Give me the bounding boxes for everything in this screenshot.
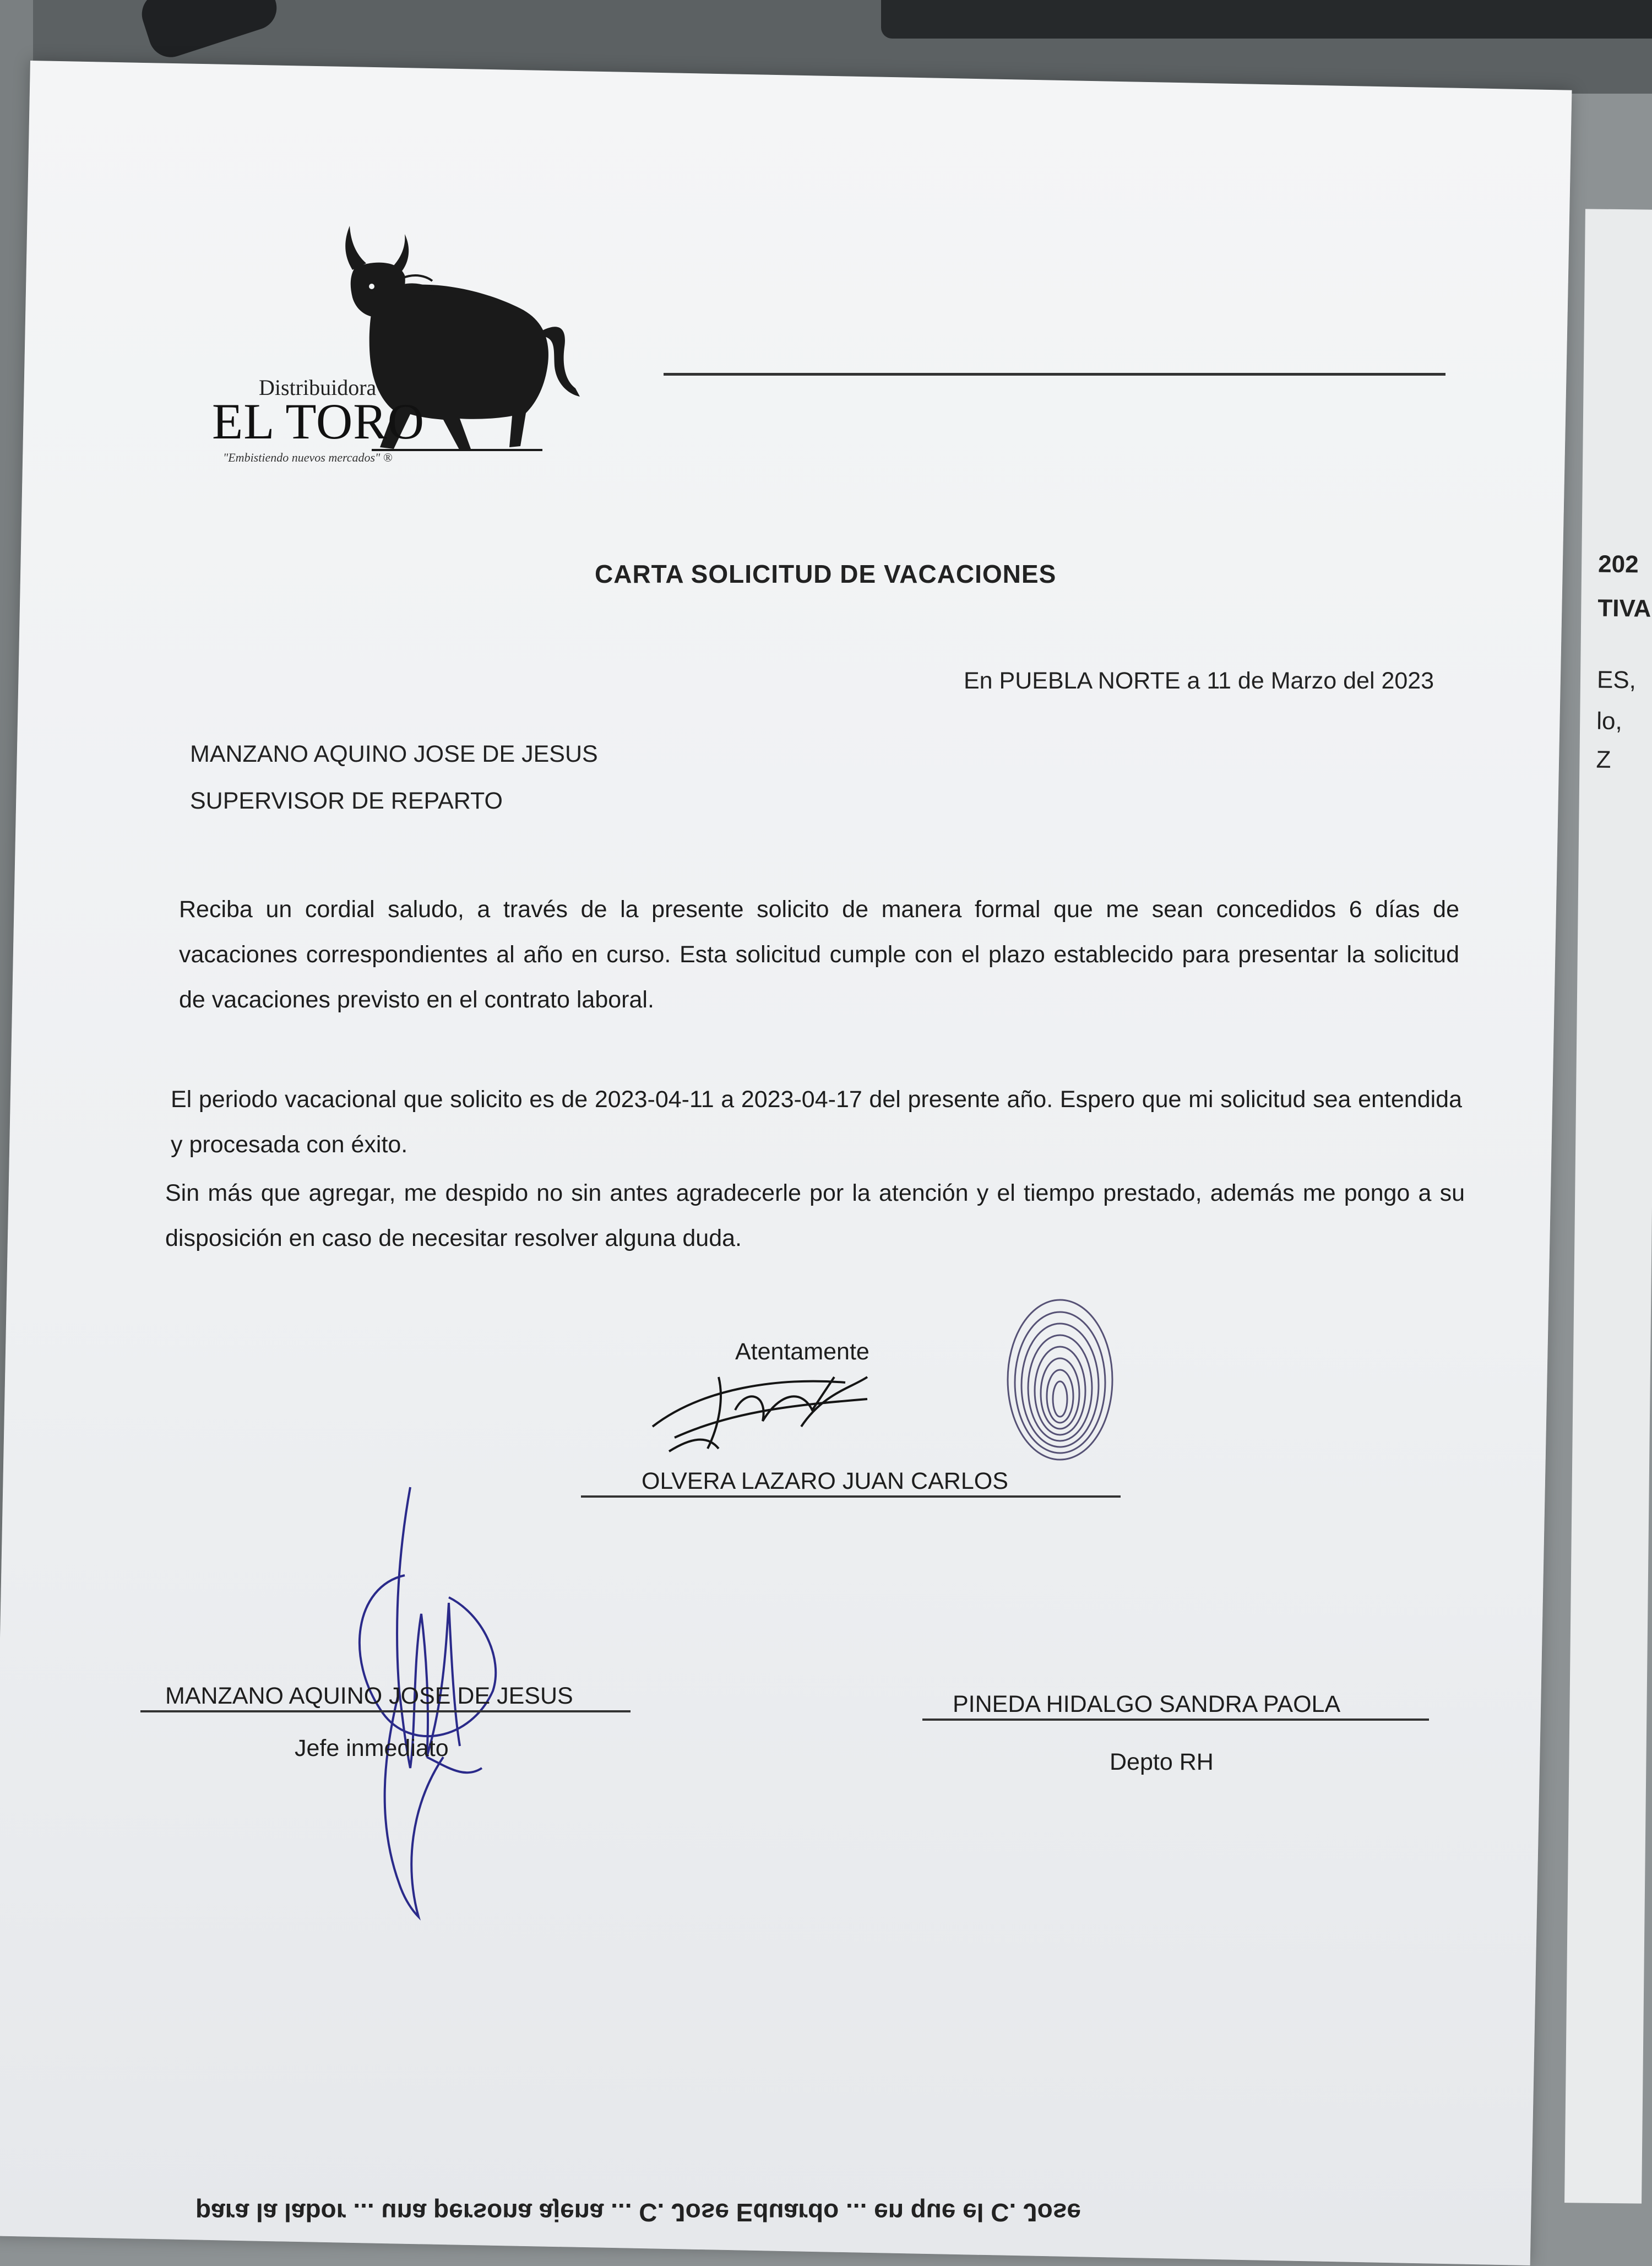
paragraph-text: Sin más que agregar, me despido no sin antes agradecerle por la atención y el tiempo prestado, además me pongo a su disposición en caso de necesitar resolver alguna duda. xyxy=(165,1180,1465,1251)
under-page-fragment: TIVA xyxy=(1597,594,1651,622)
letter-paragraph-3 xyxy=(165,1170,1465,1261)
supervisor-role: Jefe inmediato xyxy=(295,1735,449,1761)
hr-role: Depto RH xyxy=(1110,1749,1214,1775)
employee-signature-line xyxy=(581,1495,1121,1498)
hr-name: PINEDA HIDALGO SANDRA PAOLA xyxy=(953,1691,1341,1717)
company-logo xyxy=(212,204,597,468)
header-rule xyxy=(664,373,1446,376)
paragraph-text: Reciba un cordial saludo, a través de la presente solicito de manera formal que me sean concedidos 6 días de vacaciones correspondientes al año en curso. Esta solicitud cumple con el plazo establecido para presentar la solicitud de vacaciones previsto en el contrato laboral. xyxy=(179,896,1459,1013)
letter-date: En PUEBLA NORTE a 11 de Marzo del 2023 xyxy=(964,667,1434,694)
under-page-fragment: 202 xyxy=(1597,550,1639,578)
hr-signature-line xyxy=(922,1719,1429,1721)
under-page-fragment: lo, xyxy=(1596,707,1622,735)
underlying-page xyxy=(1564,209,1652,2203)
employee-signature-icon xyxy=(636,1344,911,1465)
under-page-fragment: Z xyxy=(1596,746,1611,773)
supervisor-name: MANZANO AQUINO JOSE DE JESUS xyxy=(165,1683,573,1709)
logo-subtitle: Distribuidora xyxy=(259,375,377,400)
supervisor-signature-line xyxy=(140,1710,631,1712)
logo-tagline: "Embistiendo nuevos mercados" ® xyxy=(223,451,393,464)
letter-page xyxy=(0,61,1572,2265)
background-device xyxy=(881,0,1652,39)
letter-paragraph-1 xyxy=(179,887,1459,1022)
logo-wordmark: EL TORO xyxy=(212,393,425,449)
paragraph-text: El periodo vacacional que solicito es de 2023-04-11 a 2023-04-17 del presente año. Espero que mi solicitud sea entendida y procesada con éxito. xyxy=(171,1086,1462,1158)
recipient-position: SUPERVISOR DE REPARTO xyxy=(190,788,503,814)
bleed-through-text: para la labor ... una persona ajena ... C. Jose Eduardo ... en que el C. Jose xyxy=(195,2198,1081,2227)
letter-paragraph-2 xyxy=(171,1077,1462,1167)
recipient-name: MANZANO AQUINO JOSE DE JESUS xyxy=(190,741,598,767)
employee-name: OLVERA LAZARO JUAN CARLOS xyxy=(642,1468,1008,1494)
closing-text: Atentamente xyxy=(735,1338,870,1365)
fingerprint-icon xyxy=(999,1289,1121,1465)
under-page-fragment: ES, xyxy=(1596,666,1637,694)
letter-title: CARTA SOLICITUD DE VACACIONES xyxy=(595,560,1057,588)
